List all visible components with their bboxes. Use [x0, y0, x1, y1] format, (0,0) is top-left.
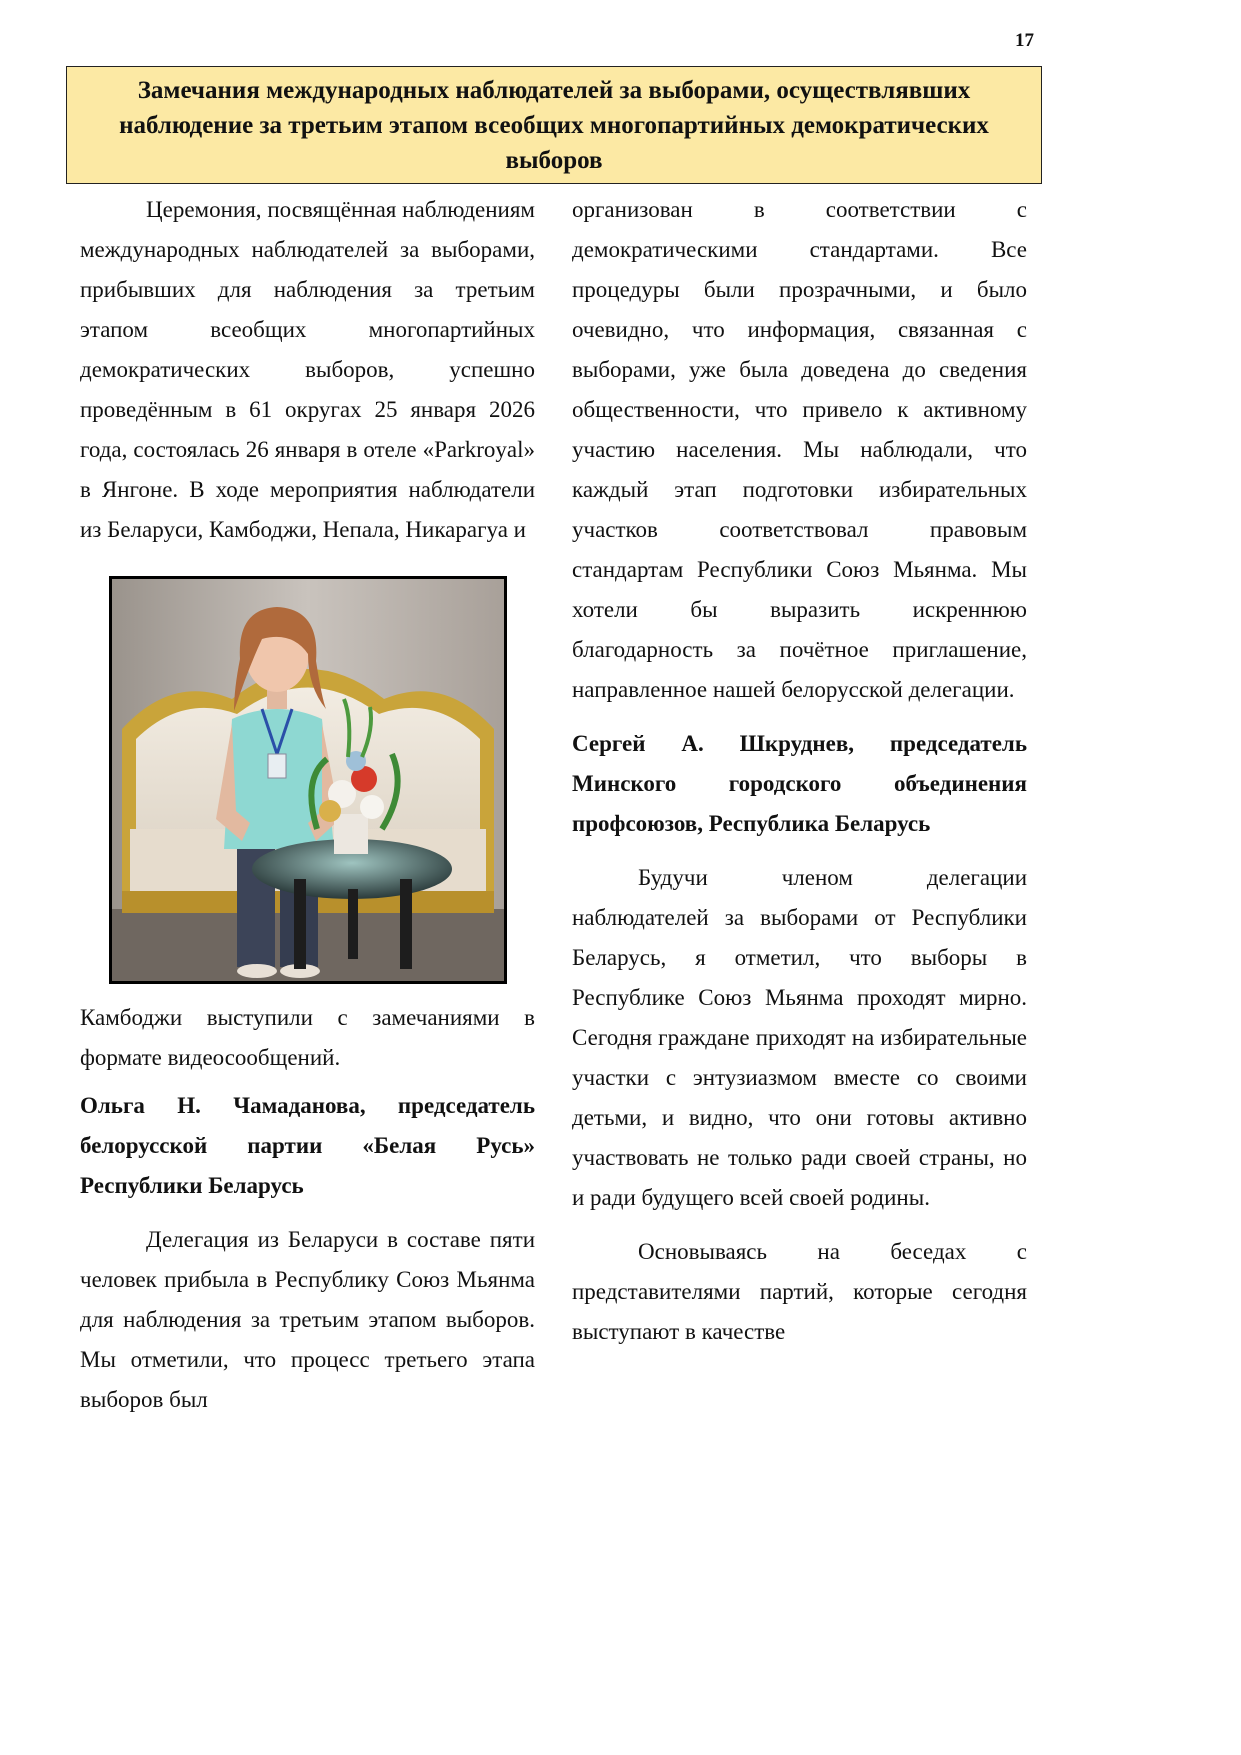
speaker-1-text: Делегация из Беларуси в составе пяти человек прибыла в Республику Союз Мьянма для наблюдения за третьим этапом выборов. Мы отметили, что процесс третьего этапа выборов был: [80, 1227, 535, 1412]
intro-continuation: Камбоджи выступили с замечаниями в формате видеосообщений.: [80, 1005, 535, 1070]
page-number: 17: [1015, 30, 1034, 51]
speaker-heading-1: Ольга Н. Чамаданова, председатель белорусской партии «Белая Русь» Республики Беларусь: [80, 1093, 535, 1198]
paragraph-last: Основываясь на беседах с представителями партий, которые сегодня выступают в качестве: [572, 1239, 1027, 1344]
header-box: [66, 66, 1042, 184]
speaker-2-text: Будучи членом делегации наблюдателей за выборами от Республики Беларусь, я отметил, что выборы в Республике Союз Мьянма проходят мирно. Сегодня граждане приходят на избирательные участки с энтузиазмом вместе со своими детьми, и видно, что они готовы активно участвовать не только ради своей страны, но и ради будущего всей своей родины.: [572, 865, 1027, 1210]
intro-paragraph: Церемония, посвящённая наблюдениям международных наблюдателей за выборами, прибывших для наблюдения за третьим этапом всеобщих многопартийных демократических выборов, успешно проведённым в 61 округах 25 января 2026 года, состоялась 26 января в отеле «Parkroyal» в Янгоне. В ходе мероприятия наблюдатели из Беларуси, Камбоджи, Непала, Никарагуа и: [80, 197, 535, 542]
right-column: [572, 190, 1027, 1352]
observer-photo: [109, 576, 507, 984]
photo-illustration: [112, 579, 504, 981]
header-title: Замечания международных наблюдателей за выборами, осуществлявших наблюдение за третьим этапом всеобщих многопартийных демократических выборов: [119, 76, 989, 174]
continuation-paragraph: организован в соответствии с демократическими стандартами. Все процедуры были прозрачными, и было очевидно, что информация, связанная с выборами, уже была доведена до сведения общественности, что привело к активному участию населения. Мы наблюдали, что каждый этап подготовки избирательных участков соответствовал правовым стандартам Республики Союз Мьянма. Мы хотели бы выразить искреннюю благодарность за почётное приглашение, направленное нашей белорусской делегации.: [572, 197, 1027, 702]
speaker-heading-2: Сергей А. Шкруднев, председатель Минского городского объединения профсоюзов, Республика Беларусь: [572, 731, 1027, 836]
left-column: [80, 190, 535, 1420]
